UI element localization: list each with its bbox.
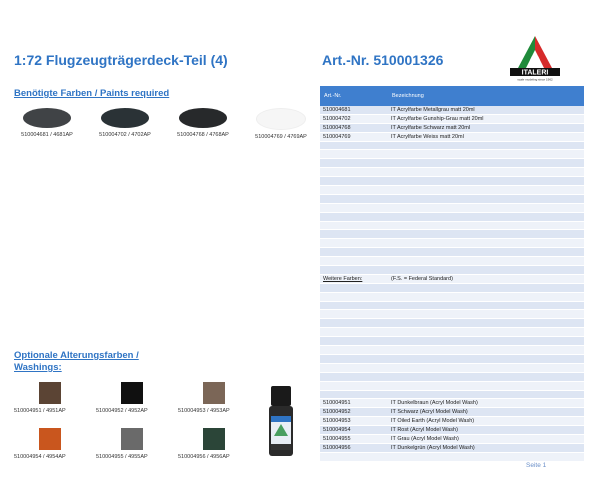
table-row: [320, 346, 584, 355]
cell-description: IT Grau (Acryl Model Wash): [388, 434, 584, 443]
cell-description: [388, 203, 584, 212]
paint-item: [88, 108, 162, 138]
cell-description: [388, 292, 584, 301]
paint-swatch: [23, 108, 71, 128]
cell-artnr: [320, 346, 388, 355]
cell-artnr: [320, 186, 388, 195]
paints-list: [10, 108, 310, 148]
cell-artnr: [320, 381, 388, 390]
cell-artnr: [320, 203, 388, 212]
table-row: [320, 114, 584, 123]
cell-description: IT Rost (Acryl Model Wash): [388, 426, 584, 435]
wash-item: [174, 382, 254, 414]
cell-artnr: 510004702: [320, 114, 388, 123]
wash-item: [174, 428, 254, 460]
table-row: [320, 426, 584, 435]
cell-description: [388, 363, 584, 372]
table-row: [320, 186, 584, 195]
cell-artnr: 510004768: [320, 123, 388, 132]
cell-description: [388, 177, 584, 186]
cell-artnr: [320, 292, 388, 301]
table-row: [320, 230, 584, 239]
table-row: [320, 141, 584, 150]
cell-description: (F.S. = Federal Standard): [388, 274, 584, 283]
paint-code: 510004681 / 4681AP: [21, 132, 73, 138]
cell-description: [388, 141, 584, 150]
table-row: [320, 150, 584, 159]
table-row: [320, 132, 584, 141]
table-body: [320, 106, 584, 461]
paint-swatch: [179, 108, 227, 128]
cell-artnr: 510004955: [320, 434, 388, 443]
cell-description: [388, 159, 584, 168]
table-row: [320, 221, 584, 230]
cell-description: IT Dunkelgrün (Acryl Model Wash): [388, 443, 584, 452]
wash-code: 510004952 / 4952AP: [96, 408, 148, 414]
cell-description: [388, 301, 584, 310]
wash-swatch: [39, 382, 61, 404]
table-row: [320, 328, 584, 337]
cell-artnr: [320, 141, 388, 150]
table-row: [320, 452, 584, 461]
paint-code: 510004769 / 4769AP: [255, 134, 307, 140]
table-row: [320, 168, 584, 177]
cell-description: IT Acrylfarbe Gunship-Grau matt 20ml: [388, 114, 584, 123]
cell-artnr: [320, 310, 388, 319]
cell-artnr: [320, 354, 388, 363]
wash-swatch: [203, 382, 225, 404]
wash-code: 510004956 / 4956AP: [178, 454, 230, 460]
table-row: [320, 159, 584, 168]
paint-item: [166, 108, 240, 138]
svg-text:scale modeling since 1962: scale modeling since 1962: [517, 77, 553, 82]
cell-description: [388, 212, 584, 221]
cell-artnr: [320, 301, 388, 310]
cell-description: [388, 257, 584, 266]
cell-description: [388, 319, 584, 328]
cell-artnr: [320, 230, 388, 239]
table-header-description: Bezeichnung: [388, 86, 584, 106]
cell-description: [388, 337, 584, 346]
table-row: [320, 239, 584, 248]
paints-heading: Benötigte Farben / Paints required: [14, 88, 170, 99]
article-number: Art.-Nr. 510001326: [322, 52, 444, 68]
cell-artnr: [320, 150, 388, 159]
paint-code: 510004702 / 4702AP: [99, 132, 151, 138]
wash-item: [10, 382, 90, 414]
cell-description: IT Acrylfarbe Schwarz matt 20ml: [388, 123, 584, 132]
cell-description: IT Acrylfarbe Weiss matt 20ml: [388, 132, 584, 141]
cell-description: [388, 283, 584, 292]
cell-description: [388, 354, 584, 363]
cell-artnr: 510004956: [320, 443, 388, 452]
table-row: [320, 301, 584, 310]
table-row: [320, 212, 584, 221]
cell-description: [388, 266, 584, 275]
wash-swatch: [121, 428, 143, 450]
italeri-logo: [506, 34, 564, 82]
cell-description: [388, 230, 584, 239]
cell-artnr: Weitere Farben:: [320, 274, 388, 283]
cell-artnr: 510004951: [320, 399, 388, 408]
svg-text:ITALERI: ITALERI: [521, 69, 549, 77]
cell-artnr: [320, 194, 388, 203]
cell-artnr: [320, 363, 388, 372]
table-row: [320, 319, 584, 328]
washes-heading: Optionale Alterungsfarben / Washings:: [14, 350, 139, 373]
cell-description: [388, 372, 584, 381]
cell-artnr: [320, 319, 388, 328]
wash-bottle-image: [268, 386, 294, 456]
cell-artnr: [320, 257, 388, 266]
wash-swatch: [121, 382, 143, 404]
table-header-row: [320, 86, 584, 106]
table-row: [320, 248, 584, 257]
cell-description: [388, 248, 584, 257]
wash-code: 510004951 / 4951AP: [14, 408, 66, 414]
table-row: [320, 354, 584, 363]
table-row: [320, 443, 584, 452]
page-number: Seite 1: [526, 462, 547, 469]
table-row: [320, 408, 584, 417]
table-row: [320, 363, 584, 372]
cell-artnr: [320, 177, 388, 186]
paint-table: [320, 86, 584, 462]
table-row: [320, 292, 584, 301]
wash-item: [92, 382, 172, 414]
cell-artnr: [320, 283, 388, 292]
cell-artnr: [320, 221, 388, 230]
cell-description: [388, 381, 584, 390]
cell-artnr: [320, 266, 388, 275]
cell-artnr: [320, 212, 388, 221]
cell-description: [388, 310, 584, 319]
cell-artnr: [320, 390, 388, 399]
paint-item: [10, 108, 84, 138]
table-row: [320, 203, 584, 212]
table-row: [320, 283, 584, 292]
cell-artnr: [320, 239, 388, 248]
table-row: [320, 274, 584, 283]
table-row: [320, 123, 584, 132]
table-row: [320, 266, 584, 275]
table-row: [320, 399, 584, 408]
wash-code: 510004954 / 4954AP: [14, 454, 66, 460]
cell-description: [388, 239, 584, 248]
cell-artnr: 510004769: [320, 132, 388, 141]
wash-code: 510004955 / 4955AP: [96, 454, 148, 460]
cell-artnr: 510004953: [320, 417, 388, 426]
cell-description: IT Dunkelbraun (Acryl Model Wash): [388, 399, 584, 408]
cell-description: [388, 328, 584, 337]
cell-artnr: [320, 372, 388, 381]
cell-artnr: [320, 248, 388, 257]
cell-artnr: 510004954: [320, 426, 388, 435]
cell-description: [388, 452, 584, 461]
table-row: [320, 337, 584, 346]
table-row: [320, 194, 584, 203]
paint-swatch: [101, 108, 149, 128]
table-row: [320, 417, 584, 426]
table-row: [320, 310, 584, 319]
wash-item: [10, 428, 90, 460]
table-row: [320, 434, 584, 443]
table-row: [320, 257, 584, 266]
wash-swatch: [203, 428, 225, 450]
wash-swatch: [39, 428, 61, 450]
table-header-artnr: Art.-Nr.: [320, 86, 388, 106]
page-title: 1:72 Flugzeugträgerdeck-Teil (4): [14, 52, 228, 68]
table-row: [320, 390, 584, 399]
table-row: [320, 381, 584, 390]
cell-artnr: [320, 328, 388, 337]
table-row: [320, 372, 584, 381]
cell-artnr: 510004681: [320, 106, 388, 114]
cell-description: [388, 186, 584, 195]
cell-artnr: [320, 159, 388, 168]
wash-item: [92, 428, 172, 460]
paint-swatch: [256, 108, 306, 130]
cell-description: [388, 390, 584, 399]
wash-code: 510004953 / 4953AP: [178, 408, 230, 414]
table-row: [320, 177, 584, 186]
cell-description: IT Acrylfarbe Metallgrau matt 20ml: [388, 106, 584, 114]
cell-artnr: [320, 168, 388, 177]
paint-code: 510004768 / 4768AP: [177, 132, 229, 138]
cell-artnr: [320, 452, 388, 461]
cell-description: IT Oiled Earth (Acryl Model Wash): [388, 417, 584, 426]
cell-artnr: 510004952: [320, 408, 388, 417]
cell-artnr: [320, 337, 388, 346]
table-row: [320, 106, 584, 114]
cell-description: [388, 168, 584, 177]
cell-description: [388, 194, 584, 203]
paint-item: [244, 108, 318, 140]
cell-description: [388, 221, 584, 230]
cell-description: IT Schwarz (Acryl Model Wash): [388, 408, 584, 417]
cell-description: [388, 150, 584, 159]
cell-description: [388, 346, 584, 355]
